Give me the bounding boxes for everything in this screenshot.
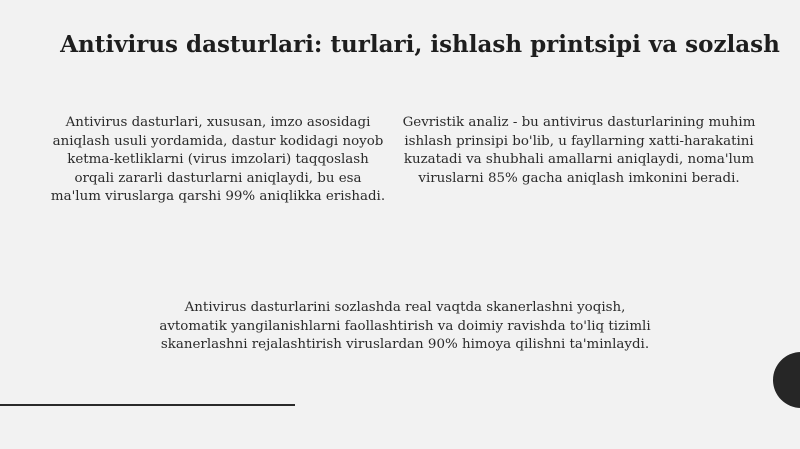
slide-title: Antivirus dasturlari: turlari, ishlash printsipi va sozlash [60,31,780,58]
decorative-divider-line [0,404,295,406]
paragraph-signature-detection: Antivirus dasturlari, xususan, imzo asosidagi aniqlash usuli yordamida, dastur kodidagi noyob ketma-ketliklarni (virus imzolari) taqqoslash orqali zararli dasturlarni aniqlaydi, bu esa ma'lum viruslarga qarshi 99% aniqlikka erishadi. [50,115,386,204]
decorative-corner-circle [773,352,800,408]
paragraph-configuration: Antivirus dasturlarini sozlashda real vaqtda skanerlashni yoqish, avtomatik yangilanishlarni faollashtirish va doimiy ravishda to'liq tizimli skanerlashni rejalashtirish viruslardan 90% himoya qilishni ta'minlaydi. [159,300,651,352]
paragraph-heuristic-analysis: Gevristik analiz - bu antivirus dasturlarining muhim ishlash prinsipi bo'lib, u fayllarning xatti-harakatini kuzatadi va shubhali amallarni aniqlaydi, noma'lum viruslarni 85% gacha aniqlash imkonini beradi. [402,115,756,186]
